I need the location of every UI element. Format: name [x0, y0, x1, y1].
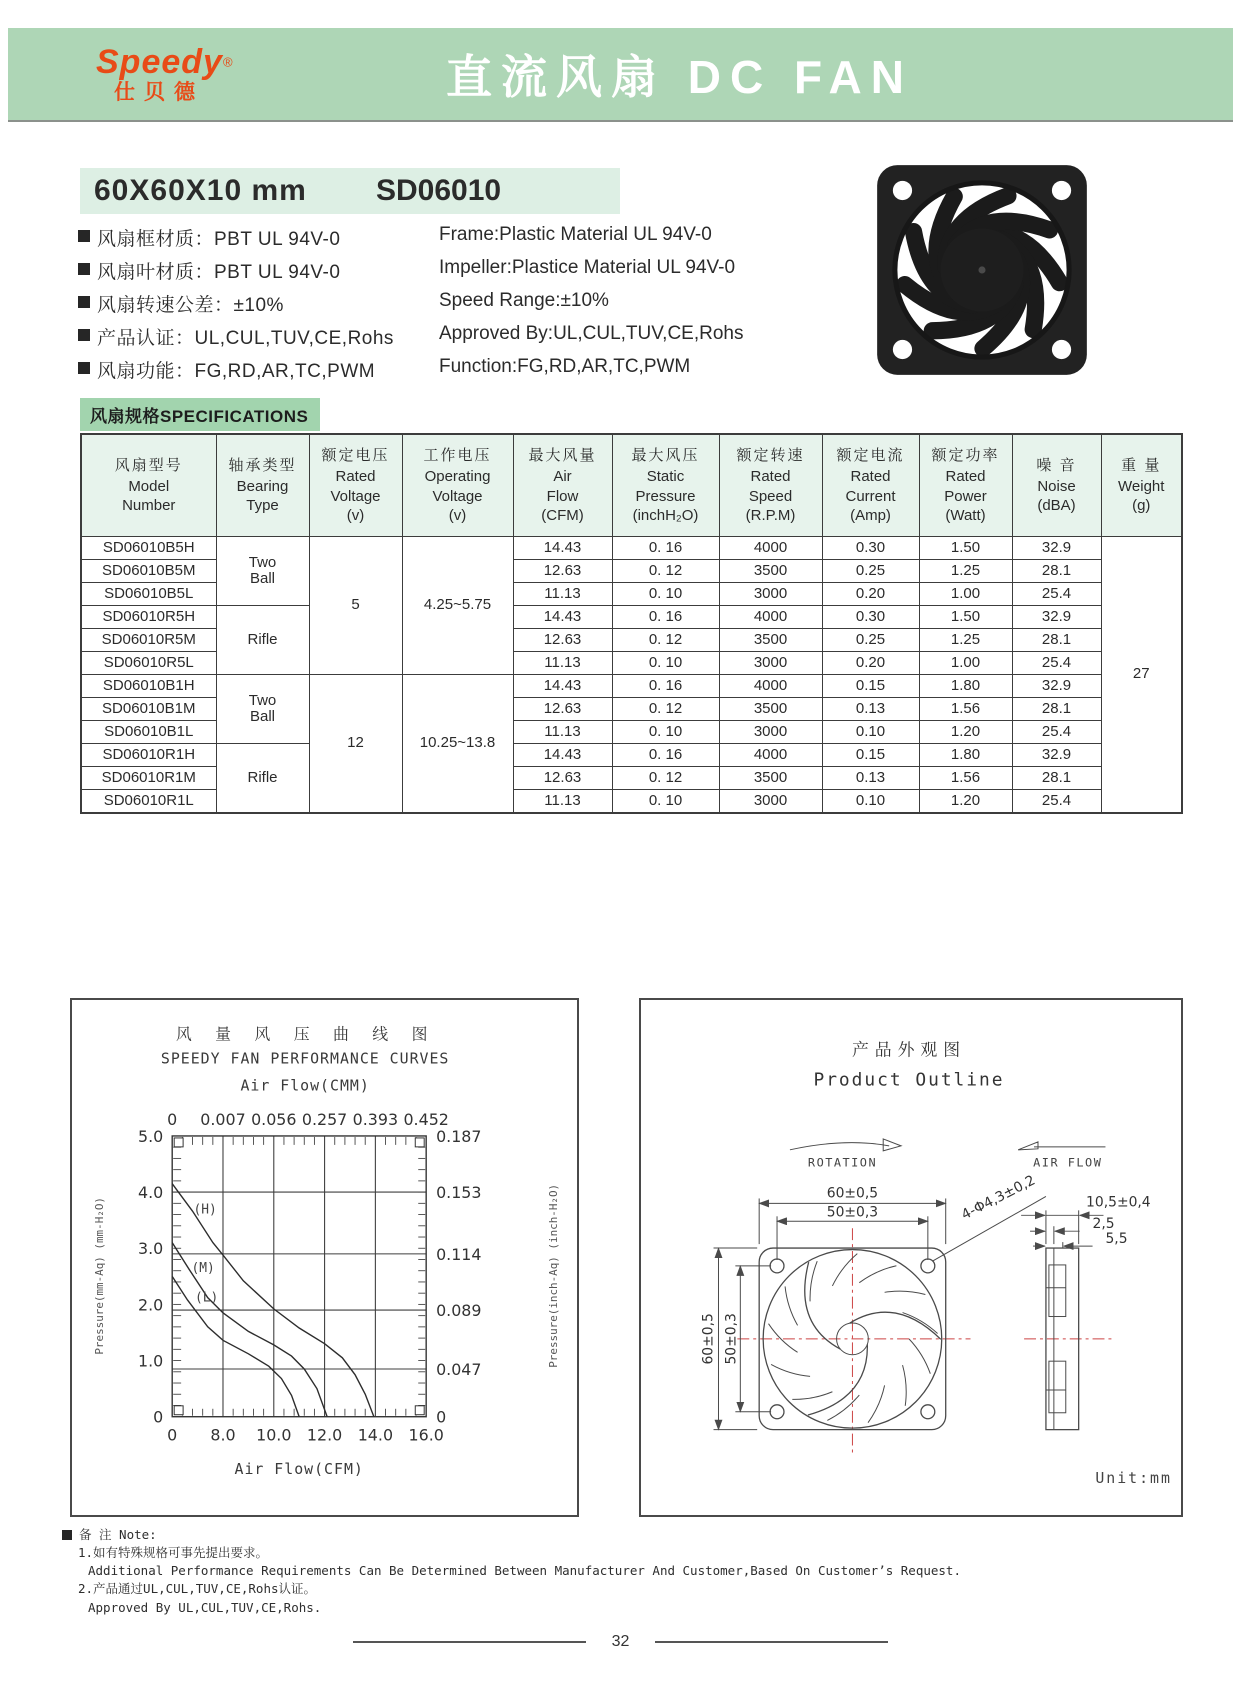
specifications-table	[80, 433, 1183, 814]
cell-rated-voltage: 5	[309, 537, 402, 675]
right-tick: 0.047	[436, 1359, 482, 1379]
bullet-en: Approved By:UL,CUL,TUV,CE,Rohs	[439, 323, 744, 344]
bullet-cn: 风扇转速公差：±10%	[97, 295, 284, 316]
cell-bearing-type: Rifle	[216, 744, 309, 814]
cell-noise: 25.4	[1012, 721, 1101, 744]
notes-heading-text: 备 注 Note:	[79, 1527, 157, 1542]
cell-static-pressure: 0. 16	[612, 606, 719, 629]
cell-static-pressure: 0. 12	[612, 767, 719, 790]
note-line: Additional Performance Requirements Can Be Determined Between Manufacturer And Customer,Based On Customer’s Request.	[88, 1563, 961, 1579]
table-row	[81, 606, 1182, 629]
cell-rated-speed: 4000	[719, 537, 822, 560]
page-title: 直流风扇 DC FAN	[446, 51, 913, 103]
left-tick: 2.0	[138, 1295, 164, 1315]
top-tick: 0.257	[301, 1110, 348, 1130]
bullet-row	[78, 323, 868, 356]
header-band	[8, 28, 1233, 122]
product-model: SD06010	[376, 174, 502, 207]
cell-noise: 32.9	[1012, 744, 1101, 767]
notes-heading	[62, 1526, 961, 1544]
table-row	[81, 537, 1182, 560]
page-footer	[0, 1633, 1241, 1651]
cell-rated-speed: 3500	[719, 698, 822, 721]
left-tick: 0	[153, 1407, 164, 1427]
cell-operating-voltage: 10.25~13.8	[402, 675, 513, 814]
cell-bearing-type: Rifle	[216, 606, 309, 675]
airflow-label: AIR FLOW	[1033, 1155, 1103, 1170]
top-tick: 0	[167, 1110, 178, 1130]
cell-rated-speed: 3000	[719, 790, 822, 814]
cell-noise: 28.1	[1012, 560, 1101, 583]
table-row	[81, 744, 1182, 767]
cell-model: SD06010B1M	[81, 698, 216, 721]
cell-airflow: 11.13	[513, 790, 612, 814]
cell-rated-power: 1.25	[919, 560, 1012, 583]
cell-airflow: 14.43	[513, 675, 612, 698]
cell-static-pressure: 0. 16	[612, 675, 719, 698]
cell-noise: 25.4	[1012, 790, 1101, 814]
mount-hole	[1052, 340, 1071, 359]
cell-rated-speed: 4000	[719, 606, 822, 629]
cell-rated-current: 0.10	[822, 721, 919, 744]
bullet-square-icon	[78, 230, 90, 242]
bullet-row	[78, 257, 868, 290]
bullet-cn: 风扇框材质：PBT UL 94V-0	[97, 229, 341, 250]
footer-rule-left	[353, 1641, 586, 1643]
cell-model: SD06010B5L	[81, 583, 216, 606]
product-outline-drawing	[641, 1000, 1177, 1511]
column-header: 最大风压 Static Pressure (inchH₂O)	[612, 434, 719, 537]
cell-airflow: 14.43	[513, 606, 612, 629]
top-axis-label: Air Flow(CMM)	[240, 1076, 370, 1095]
column-header: 最大风量 Air Flow (CFM)	[513, 434, 612, 537]
svg-text:2,5: 2,5	[1092, 1216, 1115, 1233]
cell-airflow: 12.63	[513, 560, 612, 583]
cell-noise: 25.4	[1012, 652, 1101, 675]
bottom-tick: 16.0	[408, 1425, 444, 1445]
footer-rule-right	[655, 1641, 888, 1643]
cell-static-pressure: 0. 12	[612, 629, 719, 652]
cell-rated-power: 1.00	[919, 583, 1012, 606]
cell-rated-current: 0.13	[822, 698, 919, 721]
cell-model: SD06010B5M	[81, 560, 216, 583]
bullet-row	[78, 290, 868, 323]
bullet-cn: 风扇功能：FG,RD,AR,TC,PWM	[97, 361, 376, 382]
cell-rated-current: 0.15	[822, 675, 919, 698]
cell-rated-speed: 3000	[719, 652, 822, 675]
cell-static-pressure: 0. 16	[612, 537, 719, 560]
bullet-en: Function:FG,RD,AR,TC,PWM	[439, 356, 691, 377]
top-tick: 0.393	[352, 1110, 399, 1130]
cell-static-pressure: 0. 16	[612, 744, 719, 767]
cell-noise: 32.9	[1012, 537, 1101, 560]
cell-airflow: 12.63	[513, 629, 612, 652]
dimension-thickness	[1021, 1194, 1151, 1244]
cell-model: SD06010R1H	[81, 744, 216, 767]
svg-text:50±0,3: 50±0,3	[826, 1204, 879, 1221]
right-axis-label: Pressure(inch-Aq) (inch-H₂O)	[547, 1183, 561, 1368]
curve-L	[172, 1276, 299, 1416]
cell-static-pressure: 0. 12	[612, 698, 719, 721]
cell-rated-power: 1.56	[919, 698, 1012, 721]
chart-title-en: SPEEDY FAN PERFORMANCE CURVES	[160, 1049, 450, 1068]
cell-noise: 32.9	[1012, 606, 1101, 629]
svg-text:10,5±0,4: 10,5±0,4	[1086, 1194, 1151, 1211]
cell-noise: 28.1	[1012, 767, 1101, 790]
unit-label: Unit:mm	[1095, 1469, 1172, 1488]
brand-logo-cn: 仕贝德	[114, 81, 204, 104]
cell-rated-power: 1.25	[919, 629, 1012, 652]
cell-bearing-type: Two Ball	[216, 537, 309, 606]
column-header: 噪 音 Noise (dBA)	[1012, 434, 1101, 537]
cell-rated-current: 0.10	[822, 790, 919, 814]
cell-rated-current: 0.20	[822, 652, 919, 675]
column-header: 额定电压 Rated Voltage (v)	[309, 434, 402, 537]
product-heading-strip	[80, 168, 620, 214]
cell-rated-speed: 4000	[719, 744, 822, 767]
curve-label: (L)	[195, 1290, 219, 1306]
right-tick: 0	[436, 1407, 447, 1427]
outline-title-en: Product Outline	[813, 1069, 1005, 1091]
curve-label: (H)	[193, 1202, 217, 1218]
cell-operating-voltage: 4.25~5.75	[402, 537, 513, 675]
left-tick: 4.0	[138, 1183, 164, 1203]
top-tick: 0.056	[251, 1110, 297, 1130]
top-tick: 0.452	[403, 1110, 449, 1130]
right-tick: 0.153	[436, 1183, 482, 1203]
cell-rated-speed: 3500	[719, 629, 822, 652]
fan-product-photo	[873, 155, 1091, 393]
product-outline-panel	[639, 998, 1183, 1517]
column-header: 轴承类型 Bearing Type	[216, 434, 309, 537]
cell-rated-current: 0.25	[822, 629, 919, 652]
cell-rated-power: 1.50	[919, 537, 1012, 560]
note-line: 1.如有特殊规格可事先提出要求。	[78, 1545, 269, 1561]
cell-bearing-type: Two Ball	[216, 675, 309, 744]
cell-airflow: 14.43	[513, 537, 612, 560]
cell-rated-power: 1.80	[919, 675, 1012, 698]
cell-rated-current: 0.30	[822, 606, 919, 629]
svg-text:60±0,5: 60±0,5	[826, 1185, 879, 1202]
bullet-en: Frame:Plastic Material UL 94V-0	[439, 224, 712, 245]
cell-noise: 32.9	[1012, 675, 1101, 698]
specifications-title: 风扇规格SPECIFICATIONS	[80, 398, 320, 431]
cell-rated-current: 0.13	[822, 767, 919, 790]
svg-text:4-Φ4,3±0,2: 4-Φ4,3±0,2	[958, 1172, 1038, 1224]
cell-rated-power: 1.50	[919, 606, 1012, 629]
page-number: 32	[611, 1633, 630, 1650]
outline-title-cn: 产品外观图	[851, 1039, 967, 1060]
column-header: 工作电压 Operating Voltage (v)	[402, 434, 513, 537]
left-tick: 5.0	[138, 1126, 164, 1146]
cell-rated-speed: 3500	[719, 767, 822, 790]
chart-title-cn: 风 量 风 压 曲 线 图	[175, 1024, 435, 1044]
performance-curves-panel	[70, 998, 579, 1517]
cell-model: SD06010R5M	[81, 629, 216, 652]
cell-model: SD06010R5L	[81, 652, 216, 675]
right-tick: 0.114	[436, 1244, 482, 1264]
cell-rated-current: 0.20	[822, 583, 919, 606]
dimension-holes	[933, 1172, 1046, 1261]
cell-airflow: 11.13	[513, 652, 612, 675]
cell-model: SD06010B1L	[81, 721, 216, 744]
cell-rated-power: 1.20	[919, 790, 1012, 814]
column-header: 额定转速 Rated Speed (R.P.M)	[719, 434, 822, 537]
cell-airflow: 12.63	[513, 767, 612, 790]
bullet-row	[78, 224, 868, 257]
cell-static-pressure: 0. 10	[612, 790, 719, 814]
cell-rated-current: 0.30	[822, 537, 919, 560]
cell-rated-power: 1.20	[919, 721, 1012, 744]
table-row	[81, 675, 1182, 698]
svg-text:50±0,3: 50±0,3	[723, 1313, 740, 1365]
cell-rated-current: 0.15	[822, 744, 919, 767]
mount-hole	[893, 340, 912, 359]
cell-rated-speed: 3000	[719, 583, 822, 606]
svg-text:5,5: 5,5	[1105, 1231, 1128, 1248]
fan-photo-graphic	[873, 155, 1091, 388]
bullet-square-icon	[78, 329, 90, 341]
product-size: 60X60X10 mm	[94, 174, 307, 207]
cell-model: SD06010B5H	[81, 537, 216, 560]
cell-rated-power: 1.80	[919, 744, 1012, 767]
bottom-tick: 14.0	[357, 1425, 394, 1445]
bullet-cn: 风扇叶材质：PBT UL 94V-0	[97, 262, 341, 283]
bullet-en: Speed Range:±10%	[439, 290, 609, 311]
bottom-tick: 0	[167, 1425, 178, 1445]
cell-model: SD06010R1M	[81, 767, 216, 790]
cell-rated-speed: 3000	[719, 721, 822, 744]
brand-logo	[96, 45, 336, 103]
note-line: 2.产品通过UL,CUL,TUV,CE,Rohs认证。	[78, 1581, 317, 1597]
column-header: 风扇型号 Model Number	[81, 434, 216, 537]
cell-static-pressure: 0. 10	[612, 652, 719, 675]
cell-rated-power: 1.00	[919, 652, 1012, 675]
bullet-square-icon	[78, 362, 90, 374]
cell-noise: 28.1	[1012, 629, 1101, 652]
cell-static-pressure: 0. 10	[612, 583, 719, 606]
column-header: 额定电流 Rated Current (Amp)	[822, 434, 919, 537]
notes-section	[62, 1526, 961, 1617]
dimension-hub-offset	[1030, 1216, 1115, 1244]
cell-static-pressure: 0. 10	[612, 721, 719, 744]
cell-rated-speed: 4000	[719, 675, 822, 698]
brand-logo-word: Speedy	[96, 43, 223, 81]
bullet-square-icon	[78, 263, 90, 275]
dimension-hub-depth	[1033, 1231, 1128, 1248]
cell-rated-voltage: 12	[309, 675, 402, 814]
cell-static-pressure: 0. 12	[612, 560, 719, 583]
cell-noise: 28.1	[1012, 698, 1101, 721]
right-tick: 0.089	[436, 1300, 482, 1320]
left-tick: 3.0	[138, 1239, 164, 1259]
bullet-cn: 产品认证：UL,CUL,TUV,CE,Rohs	[97, 328, 394, 349]
bottom-tick: 8.0	[210, 1425, 236, 1445]
bullet-square-icon	[78, 296, 90, 308]
bottom-tick: 10.0	[256, 1425, 292, 1445]
cell-weight: 27	[1101, 537, 1182, 814]
product-bullet-list	[78, 224, 868, 389]
cell-airflow: 14.43	[513, 744, 612, 767]
bullet-en: Impeller:Plastice Material UL 94V-0	[439, 257, 736, 278]
note-line: Approved By UL,CUL,TUV,CE,Rohs.	[88, 1599, 322, 1615]
column-header: 额定功率 Rated Power (Watt)	[919, 434, 1012, 537]
lower-panels	[70, 998, 1183, 1517]
cell-rated-speed: 3500	[719, 560, 822, 583]
bullet-row	[78, 356, 868, 389]
specifications-section	[80, 398, 1177, 814]
bottom-axis-label: Air Flow(CFM)	[234, 1460, 364, 1479]
performance-curves-chart	[72, 1000, 573, 1511]
rotation-label: ROTATION	[807, 1155, 878, 1170]
bullet-square-icon	[62, 1530, 72, 1540]
cell-model: SD06010B1H	[81, 675, 216, 698]
bottom-tick: 12.0	[306, 1425, 343, 1445]
mount-hole	[1052, 181, 1071, 200]
right-tick: 0.187	[436, 1126, 482, 1146]
rotation-arrow	[790, 1143, 889, 1150]
cell-airflow: 12.63	[513, 698, 612, 721]
registered-mark-icon: ®	[222, 54, 233, 70]
left-tick: 1.0	[138, 1351, 164, 1371]
cell-rated-current: 0.25	[822, 560, 919, 583]
cell-model: SD06010R5H	[81, 606, 216, 629]
cell-airflow: 11.13	[513, 583, 612, 606]
left-axis-label: Pressure(mm-Aq) (mm-H₂O)	[92, 1197, 106, 1355]
mount-hole	[893, 181, 912, 200]
cell-rated-power: 1.56	[919, 767, 1012, 790]
curve-label: (M)	[191, 1260, 215, 1276]
svg-text:60±0,5: 60±0,5	[700, 1313, 717, 1365]
top-tick: 0.007	[200, 1110, 246, 1130]
cell-airflow: 11.13	[513, 721, 612, 744]
cell-noise: 25.4	[1012, 583, 1101, 606]
column-header: 重 量 Weight (g)	[1101, 434, 1182, 537]
cell-model: SD06010R1L	[81, 790, 216, 814]
impeller-lines	[768, 1254, 940, 1423]
